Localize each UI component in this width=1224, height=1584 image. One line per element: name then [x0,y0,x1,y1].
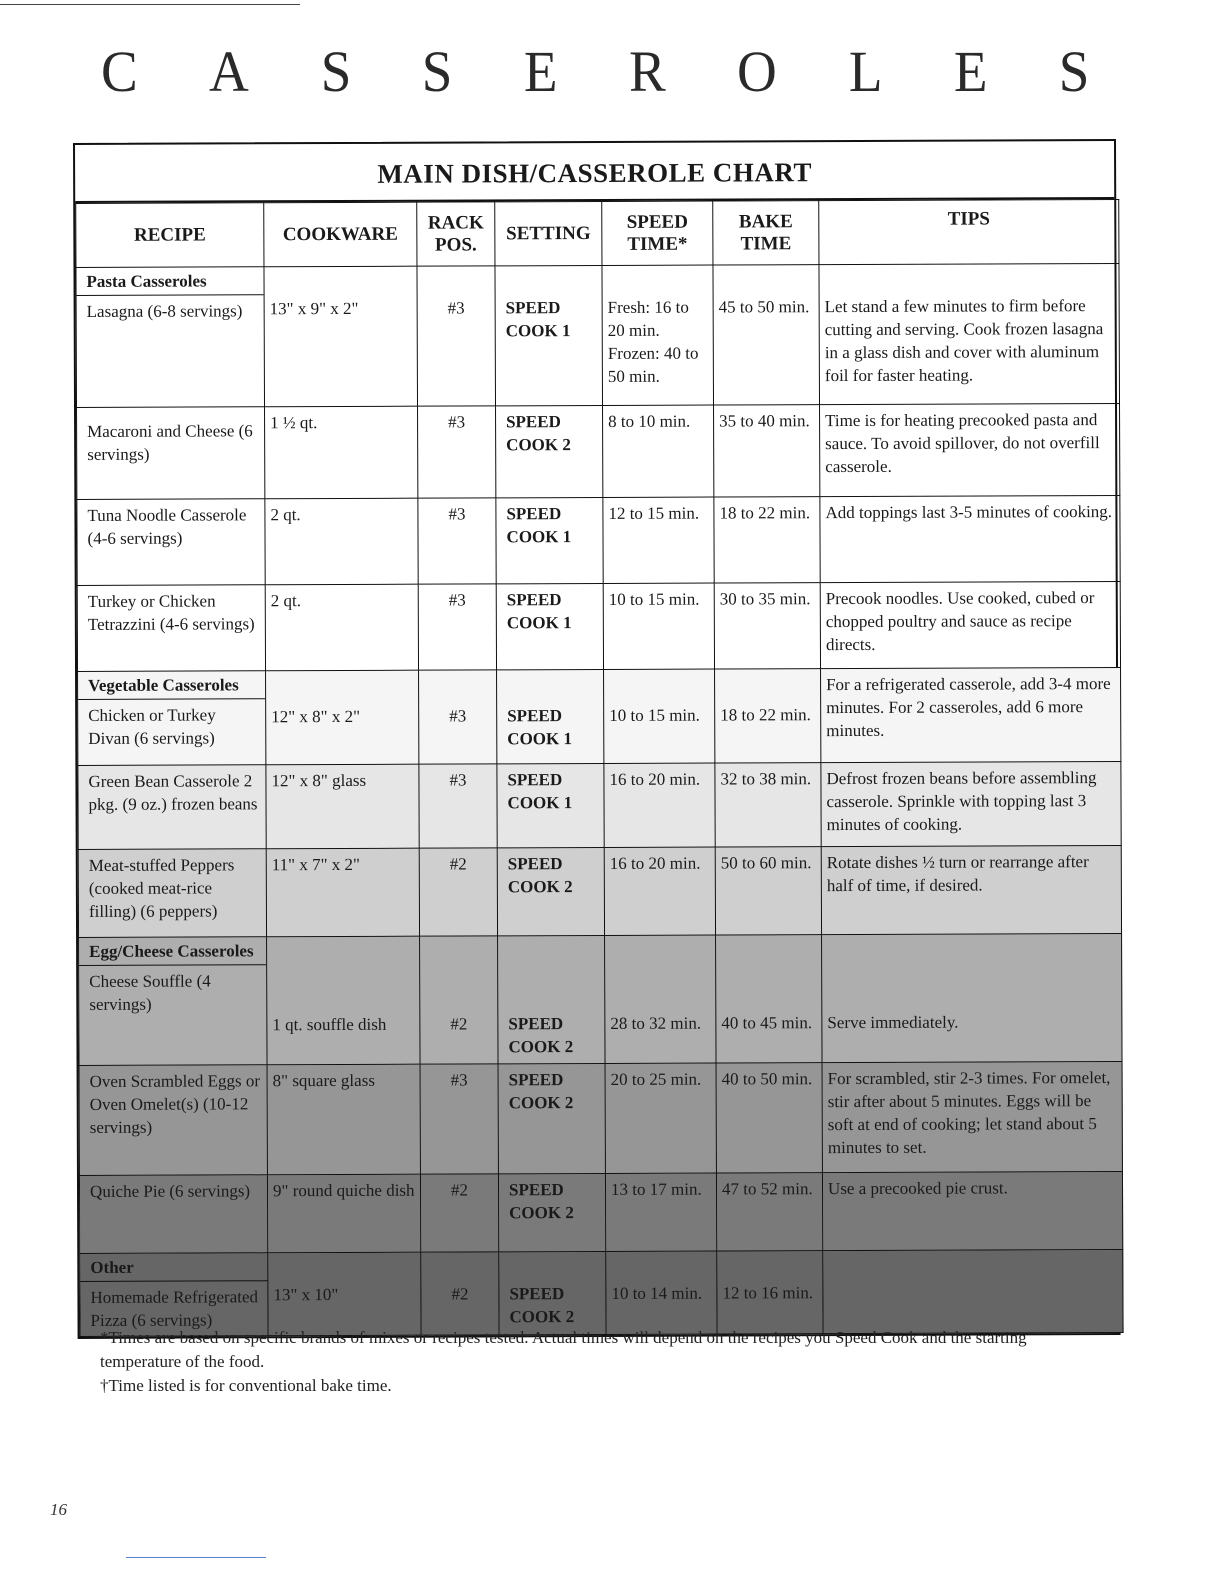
setting-cell: SPEED COOK 2 [499,1251,606,1334]
header-rack: RACK POS. [417,202,495,266]
setting-cell: SPEED COOK 1 [496,497,603,583]
title-letter: S [320,39,352,104]
speed-time-cell: 28 to 32 min. [605,935,716,1063]
bake-time-cell: 45 to 50 min. [713,265,820,405]
speed-time-cell: 12 to 15 min. [603,497,714,583]
speed-time-cell: 10 to 14 min. [606,1251,717,1334]
bake-time-cell: 30 to 35 min. [714,583,820,669]
header-cookware: COOKWARE [264,202,417,267]
tips-cell [823,1249,1123,1333]
rack-cell: #2 [420,936,498,1064]
cookware-cell: 1 qt. souffle dish [267,936,420,1065]
chart-title: MAIN DISH/CASSEROLE CHART [75,141,1114,203]
table-row [79,933,1122,1065]
bake-time-cell: 12 to 16 min. [717,1251,823,1334]
recipe-cell: Turkey or Chicken Tetrazzini (4-6 servings) [77,585,265,672]
cookware-cell: 9" round quiche dish [267,1174,420,1253]
recipe-name: Chicken or Turkey Divan (6 servings) [88,705,216,748]
recipe-name: Homemade Refrigerated Pizza (6 servings) [90,1287,259,1330]
recipe-cell: Green Bean Casserole 2 pkg. (9 oz.) frozen beans [78,765,266,850]
tips-cell: For scrambled, stir 2-3 times. For omelet, stir after about 5 minutes. Eggs will be soft at end of cooking; let stand about 5 minutes to set. [822,1061,1122,1172]
speed-time-cell: 20 to 25 min. [605,1063,716,1173]
rack-cell: #2 [419,848,497,936]
casserole-chart [73,139,1121,1339]
table-row [77,495,1120,585]
group-label-pasta: Pasta Casseroles [76,267,263,296]
bake-time-cell: 47 to 52 min. [716,1173,822,1251]
rack-cell: #3 [417,266,496,406]
title-letter: C [100,39,138,104]
tips-cell: Add toppings last 3-5 minutes of cooking. [820,495,1120,582]
header-speed-time: SPEED TIME* [602,201,713,265]
tips-cell: Use a precooked pie crust. [822,1171,1122,1250]
group-label-other: Other [80,1253,267,1282]
recipe-cell: Tuna Noodle Casserole (4-6 servings) [77,499,265,586]
table-row [80,1249,1123,1336]
cookware-cell: 8" square glass [267,1064,420,1175]
cookware-cell: 12" x 8" glass [266,764,419,849]
bake-time-cell: 18 to 22 min. [714,497,820,583]
cookware-cell: 1 ½ qt. [265,406,418,499]
tips-cell: Precook noodles. Use cooked, cubed or chopped poultry and sauce as recipe directs. [820,581,1120,668]
title-letter: L [848,39,883,104]
table-row [77,581,1120,671]
bake-time-cell: 50 to 60 min. [715,847,821,935]
speed-time-cell: 16 to 20 min. [604,847,715,935]
tips-cell: Let stand a few minutes to firm before cutting and serving. Cook frozen lasagna in a glass dish and cover with aluminum foil for faster heating. [819,263,1120,404]
cookware-cell: 2 qt. [265,584,418,671]
setting-cell: SPEED COOK 2 [498,1063,605,1173]
section-title [100,38,1090,105]
bake-time-cell: 32 to 38 min. [715,763,821,847]
title-letter: R [629,39,666,104]
recipe-cell [78,671,266,766]
setting-cell: SPEED COOK 1 [497,763,604,847]
bottom-rule [126,1557,266,1558]
header-bake-time: BAKE TIME [713,201,819,265]
recipe-name: Lasagna (6-8 servings) [86,301,243,321]
tips-cell: For a refrigerated casserole, add 3-4 more minutes. For 2 casseroles, add 6 more minutes. [821,667,1121,762]
speed-time-cell: 10 to 15 min. [604,669,715,763]
recipe-cell: Macaroni and Cheese (6 servings) [77,407,265,500]
setting-cell: SPEED COOK 1 [495,265,603,405]
table-row [78,761,1121,849]
header-row [76,199,1119,267]
page-number: 16 [50,1500,67,1519]
table-row [77,403,1120,499]
speed-time-cell: 13 to 17 min. [605,1173,716,1251]
title-letter: O [737,39,778,104]
speed-time-cell: 10 to 15 min. [603,583,714,669]
speed-time-cell: 8 to 10 min. [603,405,714,497]
tips-cell: Serve immediately. [822,933,1122,1062]
cookware-cell: 13" x 9" x 2" [264,266,418,407]
recipe-cell [76,267,265,408]
setting-cell: SPEED COOK 2 [496,405,603,497]
setting-cell: SPEED COOK 1 [496,583,603,669]
top-rule [0,4,300,5]
recipe-cell: Meat-stuffed Peppers (cooked meat-rice filling) (6 peppers) [78,849,266,938]
recipe-cell: Oven Scrambled Eggs or Oven Omelet(s) (10-12 servings) [79,1065,267,1176]
table-row [78,667,1121,765]
rack-cell: #3 [419,670,497,764]
rack-cell: #3 [420,1064,498,1174]
bake-time-cell: 40 to 45 min. [716,935,822,1063]
footnote-times: *Times are based on specific brands of mixes or recipes tested. Actual times will depend on the recipes you Speed Cook and the starting temperature of the food. [100,1328,1027,1371]
rack-cell: #3 [419,764,497,848]
bake-time-cell: 40 to 50 min. [716,1063,822,1173]
recipe-cell [79,937,267,1066]
footnote-bake: †Time listed is for conventional bake time. [100,1376,392,1395]
tips-cell: Rotate dishes ½ turn or rearrange after half of time, if desired. [821,845,1121,934]
tips-cell: Defrost frozen beans before assembling casserole. Sprinkle with topping last 3 minutes of cooking. [821,761,1121,846]
title-letter: E [953,39,988,104]
recipe-name: Cheese Souffle (4 servings) [89,971,211,1014]
footnotes [100,1326,1100,1398]
cookware-cell: 2 qt. [265,498,418,585]
header-setting: SETTING [495,201,602,265]
rack-cell: #3 [418,584,496,670]
table-row [79,1061,1122,1175]
bake-time-cell: 18 to 22 min. [715,669,821,763]
setting-cell: SPEED COOK 2 [498,935,605,1063]
bake-time-cell: 35 to 40 min. [714,405,820,497]
cookware-cell: 12" x 8" x 2" [266,670,419,765]
recipe-cell [80,1253,268,1337]
table-row [78,845,1121,937]
title-letter: A [209,39,250,104]
speed-time-cell: 16 to 20 min. [604,763,715,847]
rack-cell: #2 [420,1174,498,1252]
title-letter: S [422,39,453,104]
cookware-cell: 13" x 10" [268,1252,421,1336]
table-row [76,263,1120,407]
title-letter: E [524,39,558,104]
title-letter: S [1058,39,1090,104]
header-tips: TIPS [819,199,1119,264]
group-label-egg: Egg/Cheese Casseroles [79,937,266,966]
header-recipe: RECIPE [76,203,264,268]
rack-cell: #2 [421,1252,499,1335]
setting-cell: SPEED COOK 2 [498,1173,605,1251]
cookware-cell: 11" x 7" x 2" [266,848,419,937]
tips-cell: Time is for heating precooked pasta and sauce. To avoid spillover, do not overfill casserole. [820,403,1120,496]
recipe-cell: Quiche Pie (6 servings) [79,1175,267,1254]
table-row [79,1171,1122,1253]
setting-cell: SPEED COOK 2 [497,847,604,935]
setting-cell: SPEED COOK 1 [497,669,604,763]
speed-time-cell: Fresh: 16 to 20 min. Frozen: 40 to 50 min. [602,265,714,405]
rack-cell: #3 [418,498,496,584]
group-label-vegetable: Vegetable Casseroles [78,671,265,700]
rack-cell: #3 [418,406,496,498]
casserole-table [75,199,1123,1337]
